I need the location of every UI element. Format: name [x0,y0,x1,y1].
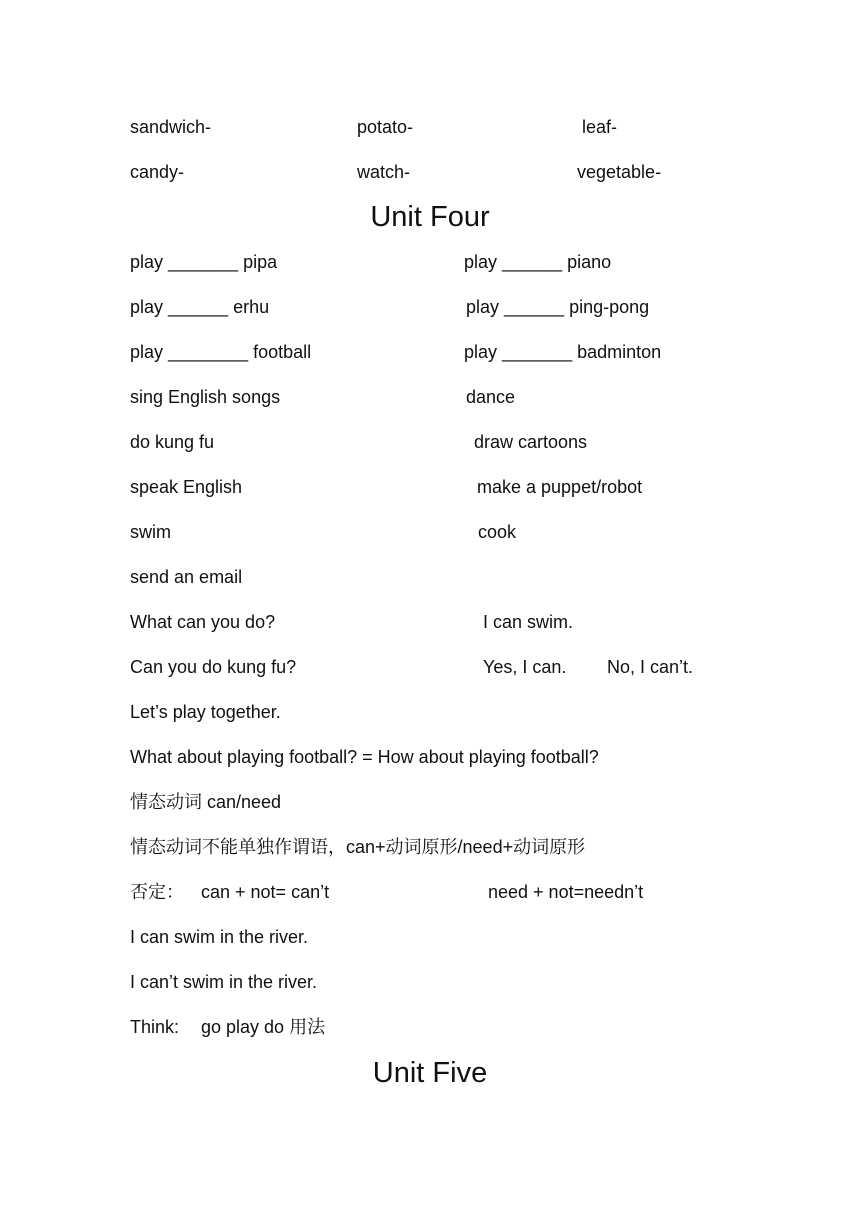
play-pipa: play _______ pipa [130,252,278,272]
unit-five-heading: Unit Five [372,1057,488,1089]
phrase-swim: swim [130,522,171,542]
word-potato: potato- [357,117,414,137]
word-sandwich: sandwich- [130,117,212,137]
phrase-cook: cook [478,522,517,542]
think-label: Think: [130,1017,180,1037]
modal-verbs-rule: 情态动词不能单独作谓语，can+动词原形/need+动词原形 [130,837,586,857]
phrase-speak-english: speak English [130,477,243,497]
answer-i-can-swim: I can swim. [483,612,574,632]
play-football: play ________ football [130,342,312,362]
phrase-send-email: send an email [130,567,243,587]
answer-yes: Yes, I can. [483,657,567,677]
example-can-swim: I can swim in the river. [130,927,309,947]
negation-can: can + not= can’t [201,882,330,902]
word-candy: candy- [130,162,185,182]
negation-need: need + not=needn’t [488,882,644,902]
play-badminton: play _______ badminton [464,342,662,362]
example-cant-swim: I can’t swim in the river. [130,972,318,992]
modal-verbs-title: 情态动词 can/need [130,792,282,812]
play-erhu: play ______ erhu [130,297,270,317]
phrase-draw-cartoons: draw cartoons [474,432,588,452]
think-text: go play do 用法 [201,1017,326,1037]
answer-no: No, I can’t. [607,657,694,677]
play-ping-pong: play ______ ping-pong [466,297,650,317]
word-leaf: leaf- [582,117,618,137]
negation-label: 否定： [130,882,184,902]
lets-play-together: Let’s play together. [130,702,281,722]
phrase-dance: dance [466,387,516,407]
word-watch: watch- [357,162,411,182]
play-piano: play ______ piano [464,252,612,272]
word-vegetable: vegetable- [577,162,662,182]
question-what-can-you-do: What can you do? [130,612,276,632]
what-about-how-about: What about playing football? = How about playing football? [130,747,599,767]
unit-four-heading: Unit Four [370,201,490,233]
phrase-make-puppet-robot: make a puppet/robot [477,477,643,497]
phrase-do-kung-fu: do kung fu [130,432,215,452]
question-can-you-do-kung-fu: Can you do kung fu? [130,657,297,677]
phrase-sing-english-songs: sing English songs [130,387,281,407]
